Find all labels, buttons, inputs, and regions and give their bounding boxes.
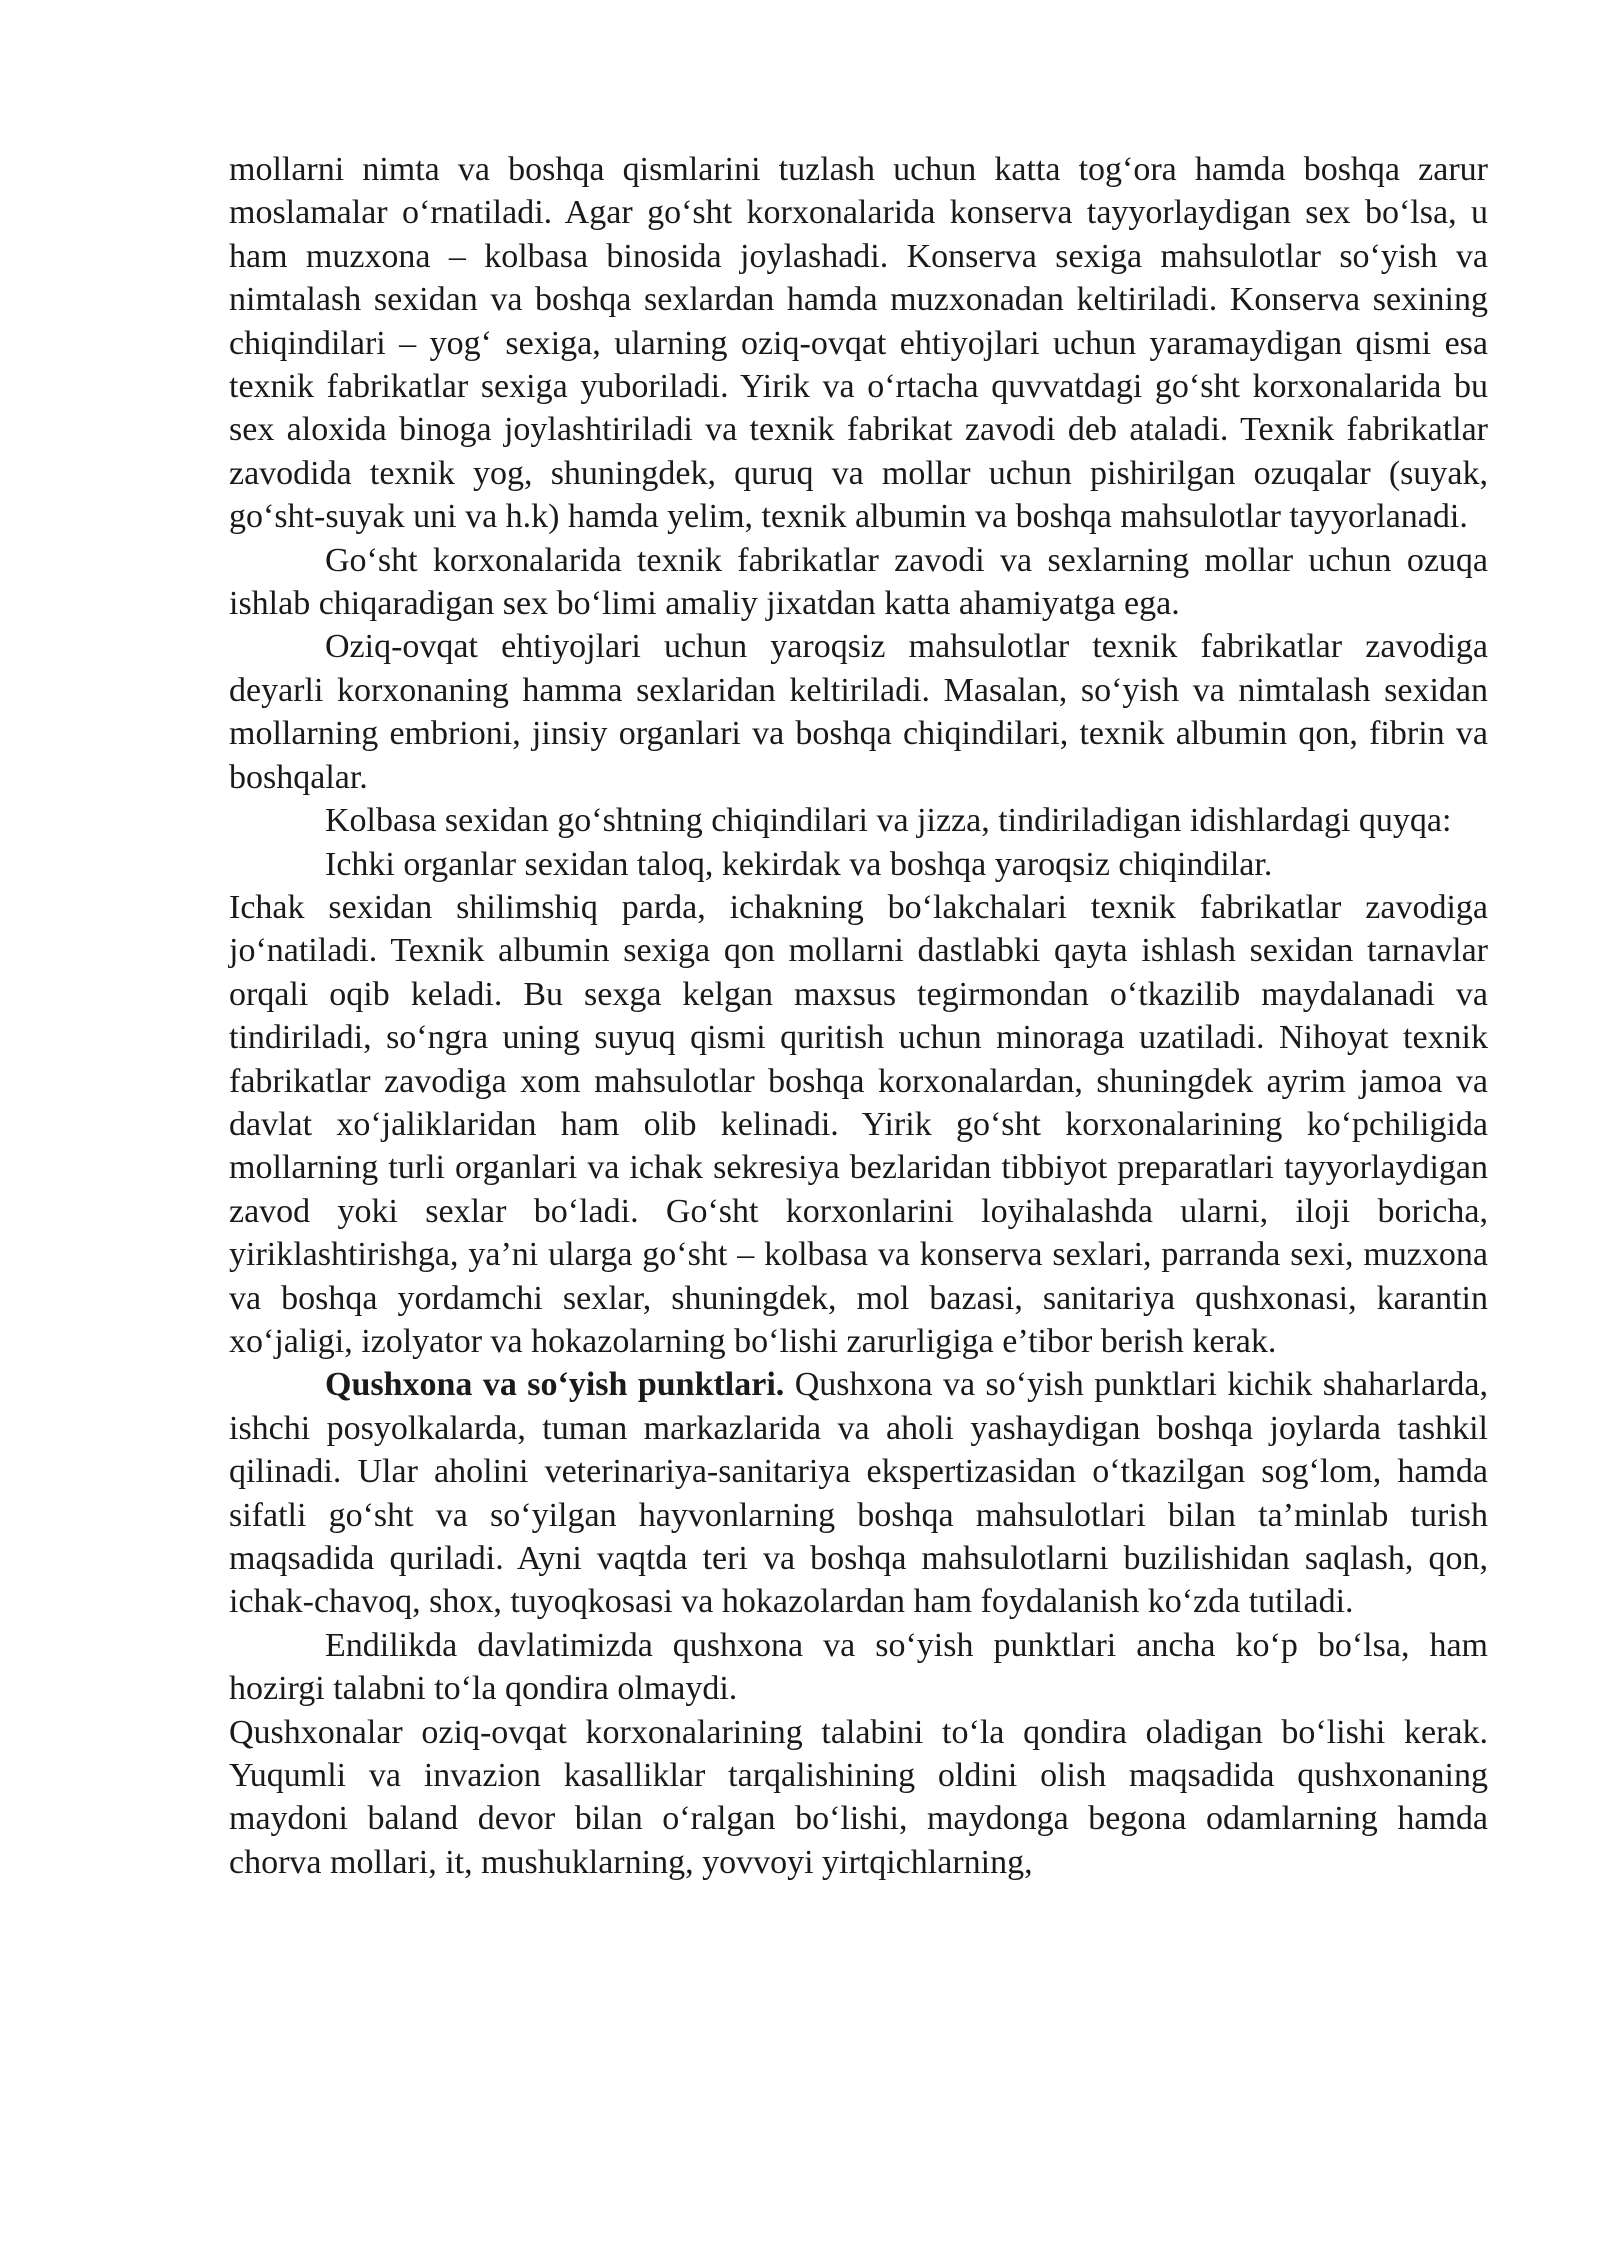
paragraph: Go‘sht korxonalarida texnik fabrikatlar zavodi va sexlarning mollar uchun ozuqa ishlab chiqaradigan sex bo‘limi amaliy jixatdan katta ahamiyatga ega. (229, 541, 1488, 623)
paragraph: Oziq-ovqat ehtiyojlari uchun yaroqsiz mahsulotlar texnik fabrikatlar zavodiga deyarli korxonaning hamma sexlaridan keltiriladi. Masalan, so‘yish va nimtalash sexidan mollarning embrioni, jinsiy organlari va boshqa chiqindilari, texnik albumin qon, fibrin va boshqalar. (229, 628, 1488, 796)
paragraph-body: Qushxona va so‘yish punktlari kichik shaharlarda, ishchi posyolkalarda, tuman markazlarida va aholi yashaydigan boshqa joylarda tashkil qilinadi. Ular aholini veterinariya-sanitariya ekspertizasidan o‘tkazilgan sog‘lom, hamda sifatli go‘sht va so‘yilgan hayvonlarning boshqa mahsulotlari bilan ta’minlab turish maqsadida quriladi. Ayni vaqtda teri va boshqa mahsulotlarni buzilishidan saqlash, qon, ichak-chavoq, shox, tuyoqkosasi va hokazolardan ham foydalanish ko‘zda tutiladi. (229, 1366, 1488, 1621)
paragraph: Ichak sexidan shilimshiq parda, ichakning bo‘lakchalari texnik fabrikatlar zavodiga jo‘natiladi. Texnik albumin sexiga qon mollarni dastlabki qayta ishlash sexidan tarnavlar orqali oqib keladi. Bu sexga kelgan maxsus tegirmondan o‘tkazilib maydalanadi va tindiriladi, so‘ngra uning suyuq qismi quritish uchun minoraga uzatiladi. Nihoyat texnik fabrikatlar zavodiga xom mahsulotlar boshqa korxonalardan, shuningdek ayrim jamoa va davlat xo‘jaliklaridan ham olib kelinadi. Yirik go‘sht korxonalarining ko‘pchiligida mollarning turli organlari va ichak sekresiya bezlaridan tibbiyot preparatlari tayyorlaydigan zavod yoki sexlar bo‘ladi. Go‘sht korxonlarini loyihalashda ularni, iloji boricha, yiriklashtirishga, ya’ni ularga go‘sht – kolbasa va konserva sexlari, parranda sexi, muzxona va boshqa yordamchi sexlar, shuningdek, mol bazasi, sanitariya qushxonasi, karantin xo‘jaligi, izolyator va hokazolarning bo‘lishi zarurligiga e’tibor berish kerak. (229, 888, 1488, 1360)
section-heading: Qushxona va so‘yish punktlari. (325, 1366, 785, 1404)
paragraph: Qushxonalar oziq-ovqat korxonalarining talabini to‘la qondira oladigan bo‘lishi kerak. Yuqumli va invazion kasalliklar tarqalishining oldini olish maqsadida qushxonaning maydoni baland devor bilan o‘ralgan bo‘lishi, maydonga begona odamlarning hamda chorva mollari, it, mushuklarning, yovvoyi yirtqichlarning, (229, 1713, 1488, 1881)
document-page (229, 148, 1488, 1884)
paragraph: mollarni nimta va boshqa qismlarini tuzlash uchun katta tog‘ora hamda boshqa zarur moslamalar o‘rnatiladi. Agar go‘sht korxonalarida konserva tayyorlaydigan sex bo‘lsa, u ham muzxona – kolbasa binosida joylashadi. Konserva sexiga mahsulotlar so‘yish va nimtalash sexidan va boshqa sexlardan hamda muzxonadan keltiriladi. Konserva sexining chiqindilari – yog‘ sexiga, ularning oziq-ovqat ehtiyojlari uchun yaramaydigan qismi esa texnik fabrikatlar sexiga yuboriladi. Yirik va o‘rtacha quvvatdagi go‘sht korxonalarida bu sex aloxida binoga joylashtiriladi va texnik fabrikat zavodi deb ataladi. Texnik fabrikatlar zavodida texnik yog, shuningdek, quruq va mollar uchun pishirilgan ozuqalar (suyak, go‘sht-suyak uni va h.k) hamda yelim, texnik albumin va boshqa mahsulotlar tayyorlanadi. (229, 151, 1488, 536)
paragraph-with-heading (229, 1363, 1488, 1623)
paragraph: Kolbasa sexidan go‘shtning chiqindilari va jizza, tindiriladigan idishlardagi quyqa: (325, 802, 1452, 840)
paragraph: Ichki organlar sexidan taloq, kekirdak va boshqa yaroqsiz chiqindilar. (325, 845, 1273, 883)
paragraph: Endilikda davlatimizda qushxona va so‘yish punktlari ancha ko‘p bo‘lsa, ham hozirgi talabni to‘la qondira olmaydi. (229, 1626, 1488, 1708)
